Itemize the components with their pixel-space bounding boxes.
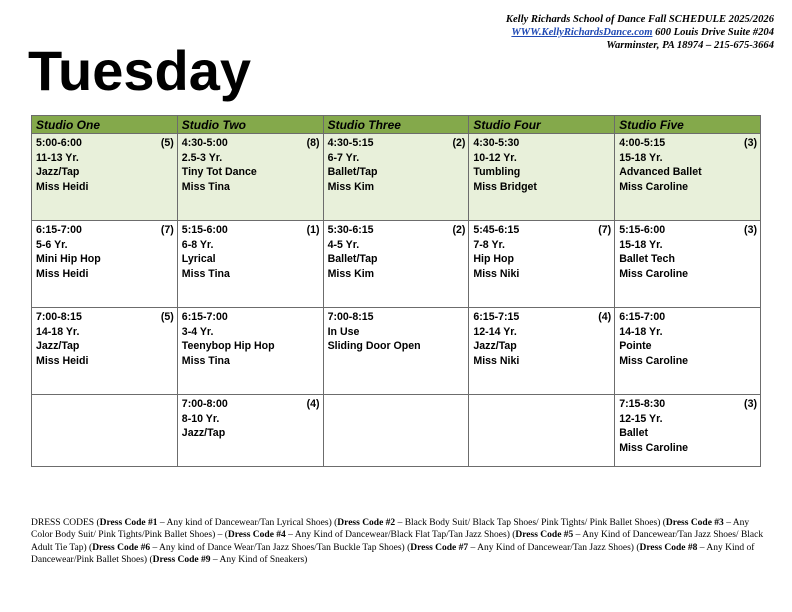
class-name: Jazz/Tap: [36, 166, 80, 179]
time-line: [328, 136, 466, 151]
class-time: 7:00-8:15: [327, 311, 374, 323]
dress-code-label: Dress Code #7: [410, 542, 469, 553]
class-teacher: Miss Tina: [181, 180, 230, 193]
schedule-row: [32, 221, 761, 308]
class-cell: [469, 221, 615, 308]
class-name: Ballet: [619, 427, 649, 440]
time-line: [619, 397, 757, 412]
studio-header-row: [32, 116, 761, 134]
class-age: 5-6 Yr.: [36, 238, 68, 251]
class-cell: [32, 221, 178, 308]
dress-code-number: (1): [306, 224, 320, 236]
class-cell: [469, 395, 615, 467]
class-name: Sliding Door Open: [327, 340, 421, 353]
class-teacher: Miss Heidi: [36, 354, 89, 367]
class-time: 7:00-8:00: [181, 398, 228, 410]
header-location: Warminster, PA 18974 – 215-675-3664: [606, 40, 774, 51]
dress-code-text: DRESS CODES (: [31, 518, 100, 528]
class-name: Jazz/Tap: [181, 427, 226, 440]
class-cell: [615, 395, 761, 467]
class-teacher: Miss Tina: [181, 354, 230, 367]
dress-code-text: – Any Kind of Dancewear/Tan Jazz Shoes) (: [468, 542, 640, 553]
class-time: 5:15-6:00: [619, 224, 666, 236]
class-cell: [177, 395, 323, 467]
class-time: 5:00-6:00: [36, 137, 82, 149]
class-time: 6:15-7:00: [181, 311, 228, 323]
time-line: [36, 136, 174, 151]
class-teacher: Miss Kim: [327, 180, 375, 193]
class-teacher: Miss Caroline: [619, 180, 689, 193]
schedule-table: [31, 115, 761, 467]
dress-code-number: (3): [744, 398, 757, 410]
day-title: Tuesday: [28, 39, 252, 102]
dress-code-number: (5): [160, 311, 174, 323]
class-age: 14-18 Yr.: [36, 325, 80, 338]
class-teacher: Miss Niki: [473, 354, 520, 367]
studio-header: Studio Five: [615, 116, 761, 134]
class-age: 6-7 Yr.: [327, 151, 360, 164]
class-teacher: Miss Bridget: [473, 180, 537, 193]
dress-code-text: – Any Kind of Sneakers): [210, 554, 308, 565]
class-time: 4:00-5:15: [619, 137, 666, 149]
class-age: 8-10 Yr.: [181, 412, 220, 425]
time-line: [619, 223, 757, 238]
studio-header: Studio Three: [323, 116, 469, 134]
time-line: [328, 310, 466, 325]
class-teacher: Miss Heidi: [36, 267, 89, 280]
class-name: Tumbling: [473, 166, 521, 179]
class-cell: [615, 134, 761, 221]
time-line: [36, 223, 174, 238]
schedule-row: [32, 308, 761, 395]
time-line: [619, 310, 757, 325]
dress-code-label: Dress Code #9: [152, 554, 211, 565]
time-line: [328, 223, 466, 238]
dress-code-label: Dress Code #8: [639, 542, 698, 553]
class-name: Jazz/Tap: [36, 340, 80, 353]
class-age: 3-4 Yr.: [181, 325, 214, 338]
time-line: [473, 223, 611, 238]
class-age: 12-14 Yr.: [473, 325, 517, 338]
dress-code-number: (3): [744, 137, 757, 149]
class-cell: [177, 134, 323, 221]
class-name: Ballet/Tap: [327, 253, 378, 266]
class-name: Tiny Tot Dance: [181, 166, 257, 179]
class-age: 7-8 Yr.: [473, 238, 506, 251]
class-cell: [323, 308, 469, 395]
dress-code-text: – Any kind of Dance Wear/Tan Jazz Shoes/Tan Buckle Tap Shoes) (: [150, 542, 411, 553]
time-line: [36, 310, 174, 325]
class-cell: [177, 221, 323, 308]
class-age: 12-15 Yr.: [619, 412, 663, 425]
class-cell: [323, 395, 469, 467]
class-age: 10-12 Yr.: [473, 151, 517, 164]
header-address: 600 Louis Drive Suite #204: [655, 27, 774, 38]
class-name: Ballet/Tap: [327, 166, 378, 179]
dress-code-text: – Any Kind of Dancewear/Black Flat Tap/Tan Jazz Shoes) (: [285, 530, 516, 541]
dress-code-label: Dress Code #1: [99, 518, 158, 528]
class-time: 6:15-7:00: [619, 311, 666, 323]
class-teacher: Miss Caroline: [619, 441, 689, 454]
class-teacher: Miss Caroline: [619, 267, 689, 280]
class-time: 6:15-7:00: [36, 224, 82, 236]
class-time: 6:15-7:15: [473, 311, 520, 323]
time-line: [473, 310, 611, 325]
dress-code-number: (7): [160, 224, 174, 236]
class-age: 15-18 Yr.: [619, 238, 663, 251]
dress-codes: [31, 517, 764, 566]
class-time: 5:45-6:15: [473, 224, 520, 236]
class-name: Hip Hop: [473, 253, 514, 266]
class-time: 5:15-6:00: [181, 224, 228, 236]
class-cell: [469, 134, 615, 221]
class-age: 11-13 Yr.: [36, 151, 79, 164]
class-age: 2.5-3 Yr.: [181, 151, 223, 164]
dress-code-label: Dress Code #3: [665, 518, 724, 528]
time-line: [182, 223, 320, 238]
class-cell: [32, 395, 178, 467]
class-time: 7:00-8:15: [36, 311, 82, 323]
time-line: [473, 136, 611, 151]
class-cell: [323, 134, 469, 221]
class-time: 4:30-5:15: [327, 137, 374, 149]
class-age: 14-18 Yr.: [619, 325, 663, 338]
studio-header: Studio Four: [469, 116, 615, 134]
class-name: Ballet Tech: [619, 253, 675, 266]
class-teacher: Miss Caroline: [619, 354, 689, 367]
dress-code-number: (3): [744, 224, 757, 236]
header-website-line: [506, 26, 774, 39]
class-name: Lyrical: [181, 253, 216, 266]
schedule-row: [32, 134, 761, 221]
dress-code-number: (5): [160, 137, 174, 149]
class-time: 4:30-5:00: [181, 137, 228, 149]
class-name: Teenybop Hip Hop: [181, 340, 275, 353]
class-name: Mini Hip Hop: [36, 253, 101, 266]
time-line: [182, 136, 320, 151]
class-age: In Use: [327, 325, 360, 338]
dress-code-label: Dress Code #5: [515, 530, 574, 541]
class-time: 5:30-6:15: [327, 224, 374, 236]
time-line: [182, 397, 320, 412]
class-cell: [615, 308, 761, 395]
schedule-body: [32, 134, 761, 467]
class-teacher: Miss Tina: [181, 267, 230, 280]
class-cell: [323, 221, 469, 308]
class-name: Pointe: [619, 340, 652, 353]
dress-code-number: (2): [452, 137, 466, 149]
dress-code-text: – Black Body Suit/ Black Tap Shoes/ Pink Tights/ Pink Ballet Shoes) (: [395, 518, 666, 528]
dress-code-text: – Any Kind of Dancewear/Tan Jazz Shoes/ Black Adult Tie Tap) (: [31, 530, 764, 553]
dress-code-number: (4): [598, 311, 612, 323]
class-name: Jazz/Tap: [473, 340, 517, 353]
schedule-row: [32, 395, 761, 467]
class-name: Advanced Ballet: [619, 166, 702, 179]
class-cell: [469, 308, 615, 395]
school-header: [506, 13, 774, 52]
dress-code-number: (8): [306, 137, 320, 149]
studio-header: Studio One: [32, 116, 178, 134]
studio-header: Studio Two: [177, 116, 323, 134]
dress-code-text: – Any Kind of Dancewear/Pink Ballet Shoes) (: [31, 542, 755, 565]
dress-code-label: Dress Code #2: [337, 518, 396, 528]
dress-code-number: (2): [452, 224, 466, 236]
dress-code-label: Dress Code #6: [92, 542, 151, 553]
class-cell: [32, 308, 178, 395]
dress-code-number: (4): [306, 398, 320, 410]
class-age: 4-5 Yr.: [327, 238, 360, 251]
class-age: 15-18 Yr.: [619, 151, 663, 164]
dress-code-number: (7): [598, 224, 612, 236]
class-teacher: Miss Niki: [473, 267, 520, 280]
class-cell: [32, 134, 178, 221]
dress-code-text: – Any kind of Dancewear/Tan Lyrical Shoes) (: [157, 518, 338, 528]
class-teacher: Miss Kim: [327, 267, 375, 280]
class-age: 6-8 Yr.: [181, 238, 214, 251]
dress-code-label: Dress Code #4: [227, 530, 286, 541]
class-teacher: Miss Heidi: [36, 180, 89, 193]
time-line: [619, 136, 757, 151]
dress-code-text: – Any Color Body Suit/ Pink Tights/Pink Ballet Shoes) – (: [31, 518, 750, 541]
class-cell: [177, 308, 323, 395]
class-time: 7:15-8:30: [619, 398, 666, 410]
class-time: 4:30-5:30: [473, 137, 520, 149]
time-line: [182, 310, 320, 325]
class-cell: [615, 221, 761, 308]
website-link[interactable]: WWW.KellyRichardsDance.com: [511, 27, 653, 38]
header-title: Kelly Richards School of Dance Fall SCHEDULE 2025/2026: [505, 14, 774, 25]
